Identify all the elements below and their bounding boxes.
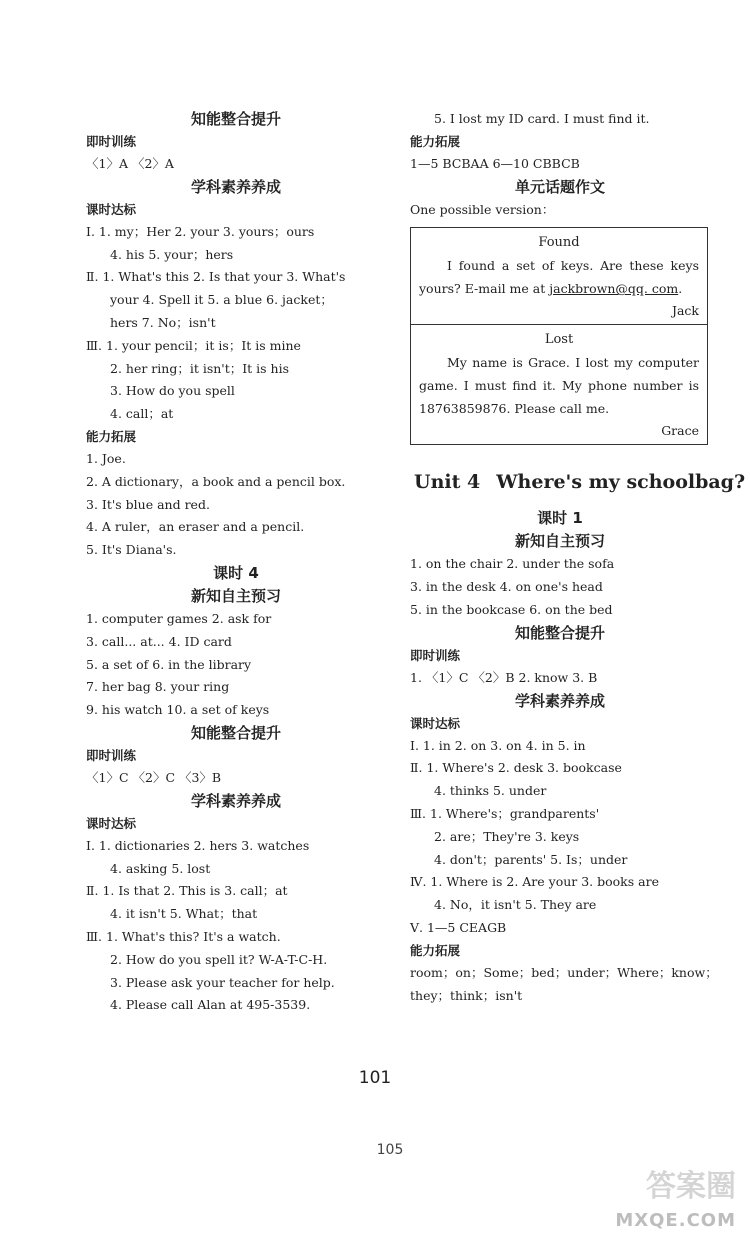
answer-line: Ⅲ. 1. your pencil；it is；It is mine (86, 337, 301, 353)
answer-line: 1—5 BCBAA 6—10 CBBCB (410, 155, 580, 171)
answer-line: Ⅰ. 1. in 2. on 3. on 4. in 5. in (410, 737, 586, 753)
answer-line: 4. it isn't 5. What；that (110, 906, 258, 922)
unit-title (414, 467, 746, 497)
answer-line: hers 7. No；isn't (110, 314, 216, 330)
lesson-heading: 课时 4 (213, 563, 259, 582)
section-heading: 知能整合提升 (514, 623, 605, 642)
answer-line: they；think；isn't (410, 987, 523, 1003)
email-address: jackbrown@qq. com (549, 281, 679, 297)
answer-line: 1. computer games 2. ask for (86, 610, 272, 626)
answer-line: 4. No，it isn't 5. They are (434, 897, 597, 913)
answer-line: 4. don't；parents' 5. Is；under (434, 851, 628, 867)
answer-line: 〈1〉A 〈2〉A (86, 156, 174, 171)
found-signature: Jack (671, 303, 699, 319)
answer-line: 3. It's blue and red. (86, 496, 210, 512)
answer-line: 4. Please call Alan at 495-3539. (110, 997, 311, 1013)
lost-title: Lost (544, 332, 574, 348)
answer-line: Ⅰ. 1. dictionaries 2. hers 3. watches (86, 837, 310, 853)
right-column (410, 108, 746, 1007)
answer-line: your 4. Spell it 5. a blue 6. jacket； (110, 292, 333, 308)
answer-line: Ⅲ. 1. What's this? It's a watch. (86, 928, 281, 944)
answer-line: 2. A dictionary，a book and a pencil box. (86, 473, 346, 489)
section-heading: 学科素养养成 (190, 791, 281, 810)
lost-signature: Grace (661, 423, 699, 439)
answer-line: 4. call；at (110, 406, 174, 422)
subsection-heading: 能力拓展 (410, 942, 461, 958)
subsection-heading: 课时达标 (86, 201, 137, 217)
answer-line: room；on；Some；bed；under；Where；know； (410, 964, 718, 980)
subsection-heading: 即时训练 (86, 134, 137, 149)
answer-line: 3. How do you spell (110, 383, 235, 399)
answer-line: 2. are；They're 3. keys (434, 828, 580, 844)
answer-line: 1. on the chair 2. under the sofa (410, 556, 615, 572)
answer-line: 9. his watch 10. a set of keys (86, 702, 270, 718)
answer-line: 〈1〉C 〈2〉C 〈3〉B (86, 769, 222, 785)
section-heading: 新知自主预习 (190, 586, 281, 605)
answer-line: Ⅱ. 1. Is that 2. This is 3. call；at (86, 883, 288, 899)
section-heading: 知能整合提升 (190, 723, 281, 742)
lost-notice (411, 324, 707, 444)
left-column (86, 108, 386, 1017)
unit-name: Where's my schoolbag? (496, 471, 746, 494)
intro-line: One possible version： (410, 201, 555, 217)
answer-line: 4. A ruler，an eraser and a pencil. (86, 519, 305, 535)
answer-line: Ⅲ. 1. Where's；grandparents' (410, 805, 600, 821)
page-number-secondary: 105 (376, 1142, 404, 1158)
answer-line: Ⅴ. 1—5 CEAGB (410, 919, 507, 935)
answer-line: 2. her ring；it isn't；It is his (110, 360, 290, 376)
subsection-heading: 能力拓展 (410, 133, 461, 149)
answer-line: 4. his 5. your；hers (110, 246, 234, 262)
answer-line: 5. in the bookcase 6. on the bed (410, 601, 613, 617)
section-heading: 学科素养养成 (514, 691, 605, 710)
answer-line: 5. It's Diana's. (86, 542, 177, 558)
found-text-body: I found a set of keys. Are these keys yours? E-mail me at (419, 258, 699, 297)
composition-box (410, 227, 708, 445)
answer-line: 4. thinks 5. under (434, 783, 547, 799)
answer-line: 3. in the desk 4. on one's head (410, 579, 603, 595)
section-heading: 单元话题作文 (514, 177, 605, 196)
answer-line: Ⅱ. 1. Where's 2. desk 3. bookcase (410, 760, 622, 776)
subsection-heading: 即时训练 (86, 747, 137, 763)
lesson-heading: 课时 1 (537, 509, 583, 528)
found-text-end: . (678, 281, 683, 297)
answer-line: Ⅰ. 1. my；Her 2. your 3. yours；ours (86, 223, 315, 239)
section-heading: 学科素养养成 (190, 177, 281, 196)
answer-line: 5. a set of 6. in the library (86, 656, 252, 672)
answer-line: 3. Please ask your teacher for help. (110, 974, 335, 990)
page-number: 101 (358, 1068, 392, 1088)
subsection-heading: 课时达标 (410, 715, 461, 731)
section-heading: 新知自主预习 (514, 532, 605, 551)
answer-line: 3. call... at... 4. ID card (86, 633, 232, 649)
watermark-url: MXQE.COM (615, 1210, 736, 1231)
answer-line: 7. her bag 8. your ring (86, 679, 230, 695)
answer-line: 5. I lost my ID card. I must find it. (434, 111, 650, 126)
answer-line: 4. asking 5. lost (110, 860, 211, 876)
subsection-heading: 即时训练 (410, 647, 461, 663)
lost-text: My name is Grace. I lost my computer game. I must find it. My phone number is 18763859876. Please call me. (419, 355, 699, 417)
subsection-heading: 能力拓展 (86, 428, 137, 444)
answer-line: 2. How do you spell it? W-A-T-C-H. (110, 951, 328, 967)
subsection-heading: 课时达标 (86, 815, 137, 831)
unit-number: Unit 4 (414, 471, 481, 494)
answer-line: 1. Joe. (86, 450, 126, 466)
section-heading: 知能整合提升 (190, 110, 281, 128)
found-title: Found (538, 235, 580, 251)
watermark-logo: 答案圈 (646, 1169, 736, 1204)
answer-line: Ⅳ. 1. Where is 2. Are your 3. books are (410, 874, 659, 890)
answer-line: 1. 〈1〉C 〈2〉B 2. know 3. B (410, 669, 598, 685)
answer-line: Ⅱ. 1. What's this 2. Is that your 3. What's (86, 269, 346, 285)
found-text (419, 254, 699, 300)
found-notice (411, 228, 707, 324)
